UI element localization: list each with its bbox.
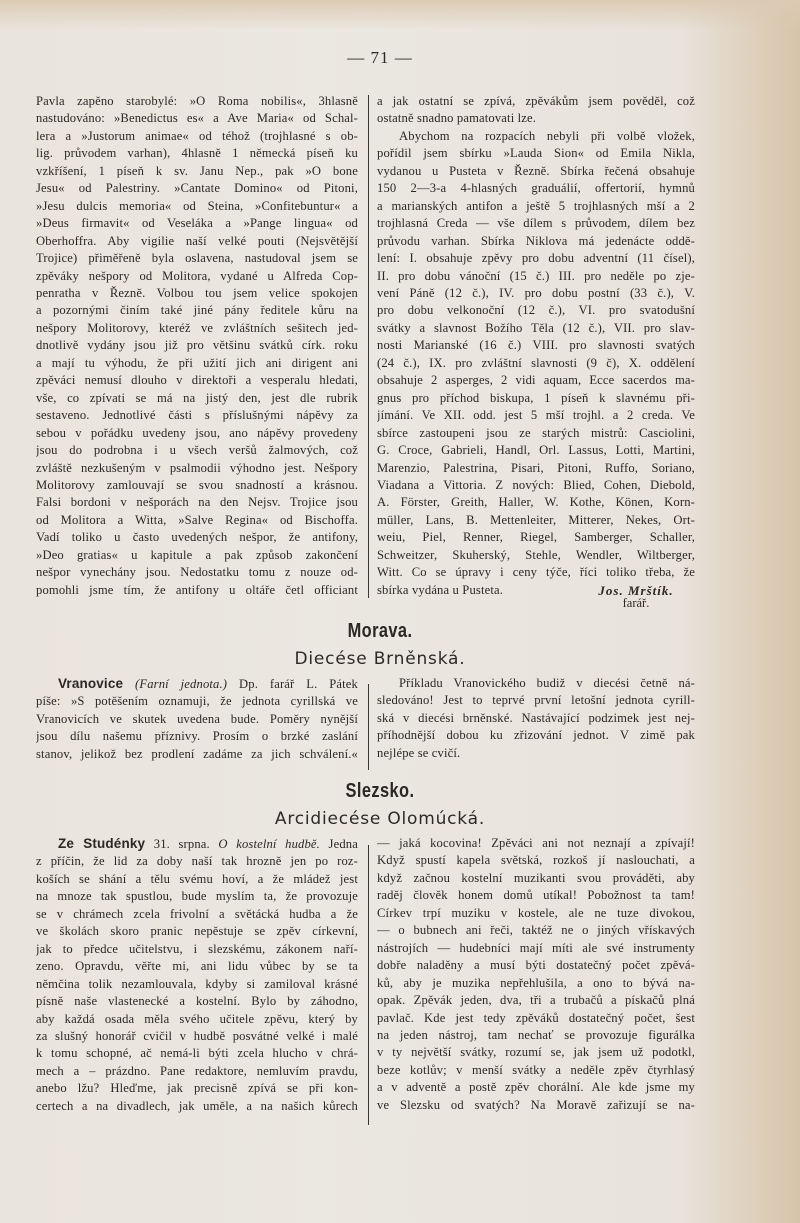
morava-right-column xyxy=(377,675,695,762)
signature-name: Jos. Mrštík. xyxy=(598,583,674,598)
text-line: a v adventě a postě zpěv chorální. Ale kde jsme my xyxy=(377,1080,695,1095)
lead-subtitle: O kostelní hudbě. xyxy=(218,837,320,851)
text-line: nastudováno: »Benedictus es« a Ave Maria« od Schal- xyxy=(36,111,358,126)
text-line: Příkladu Vranovického budiž v diecési četně ná- xyxy=(399,676,695,690)
text-line: za slušný honorář cvičil v hudbě posvátné velké i malé xyxy=(36,1028,358,1043)
text-line: trojhlasná Creda — vše dílem s průvodem, dílem bez xyxy=(377,216,695,231)
text-line: beze kotlův; v menší svátky a neděle zpěv čtyrhlasý xyxy=(377,1062,695,1077)
text-line: jímání. Ve XII. odd. jest 5 mší trojhl. a 2 creda. Ve xyxy=(377,408,695,423)
text-line: zeno. Opravdu, věřte mi, ani lidu vůbec by se ta xyxy=(36,959,358,974)
text-line: zpěváky nešpory od Molitora, vydané u Alfreda Cop- xyxy=(36,268,358,283)
lead-date: 31. srpna. xyxy=(153,837,210,851)
text-line: sbírce zastoupeni jsou ze starých mistrů: Casciolini, xyxy=(377,425,695,440)
section-heading-morava: Morava. xyxy=(347,620,413,642)
text-line: Když spustí kapela světská, rozkoš jí naslouchati, a xyxy=(377,853,695,868)
text-line: vení Páně (12 č.), IV. pro dobu postní (33 č.), V. xyxy=(377,285,695,300)
text-line: — jaká kocovina! Zpěváci ani not neznají a zpívají! xyxy=(377,836,695,850)
text-line: jsou do podrobna i u všech veršů žalmových, což xyxy=(36,443,358,458)
text-line: sledováno! Jest to teprvé první letošní jednota cyrill- xyxy=(377,693,695,708)
section-subheading-diocese-brno: Diecése Brněnská. xyxy=(294,649,466,669)
text-line: obsahuje 2 asperges, 2 vidi aquam, Ecce sacerdos ma- xyxy=(377,373,695,388)
text-line: se v chrámech zcela frivolní a světácká hudba a že xyxy=(36,906,358,921)
slezsko-right-column xyxy=(377,835,695,1114)
lead-place-vranovice: Vranovice xyxy=(58,676,124,691)
text-line: Oberhoffra. Aby vigilie naší velké pouti (Nejsvětější xyxy=(36,233,358,248)
text-line: »Deo gratias« u kapitule a pak způsob zakončení xyxy=(36,547,358,562)
text-line: lig. průvodem varhan), 4hlasně 1 německá píseň ku xyxy=(36,146,358,161)
text-line: píše: »S potěšením oznamuji, že jednota cyrillská ve xyxy=(36,694,358,709)
morava-left-column xyxy=(36,675,358,763)
text-line: aby každá osada měla svého učitele zpěvu, který by xyxy=(36,1011,358,1026)
text-line: Witt. Co se úpravy i ceny týče, říci toliko třeba, že xyxy=(377,565,695,580)
text-line: k tomu schopné, ač nemá-li býti zcela hlucho v chrá- xyxy=(36,1046,358,1061)
text-line: 150 2—3-a 4-hlasných graduálií, offertorií, hymnů xyxy=(377,181,695,196)
text-line: ků, aby je muzika nepřehlušila, a ono to bývá na- xyxy=(377,975,695,990)
text-line: vše, co zpívati se má na jistý den, jest dle rubrik xyxy=(36,390,358,405)
text-line: pořídil jsem sbírku »Lauda Sion« od Emila Nikla, xyxy=(377,146,695,161)
text-line: Trojice) přiměřeně byla oslavena, nastudoval jsem se xyxy=(36,251,358,266)
text-line: sebou v pořádku uvedeny jsou, ano nápěvy provedeny xyxy=(36,425,358,440)
text-line: nejlépe se cvičí. xyxy=(377,745,461,760)
text-line: nástrojích — hudebníci mají míti ale své instrumenty xyxy=(377,940,695,955)
text-line: koších se shání a tělu svému hoví, a že mládež jest xyxy=(36,871,358,886)
text-line: Pavla zapěno starobylé: »O Roma nobilis«, 3hlasně xyxy=(36,94,358,108)
slezsko-left-column xyxy=(36,835,358,1115)
text-line: mech a – prázdno. Pane redaktore, nemluvím pravdu, xyxy=(36,1063,358,1078)
text-line: Falsi bordoni v nešporách na den Nejsv. Trojice jsou xyxy=(36,495,358,510)
text-line: vydanou u Pusteta v Řezně. Sbírka řečená obsahuje xyxy=(377,163,695,178)
text-line: weiu, Piel, Renner, Riegel, Samberger, Schaller, xyxy=(377,530,695,545)
text-line: a jak ostatní se zpívá, zpěvákům jsem pověděl, což xyxy=(377,94,695,108)
text-line: z příčin, že lid za doby naší tak hrozně jen po roz- xyxy=(36,854,358,869)
text-line: nosti Marianské (16 č.) VIII. pro slavnosti svatých xyxy=(377,338,695,353)
text-line: nešpor vynechány jsou. Nedostatku tomu z nouze od- xyxy=(36,565,358,580)
text-line: na jeden nástroj, tam nechať se provozuje figurálka xyxy=(377,1027,695,1042)
text-line: Molitorovy zamlouvají se svou snadností a krásnou. xyxy=(36,477,358,492)
text-line: pavlač. Kde jest tedy zpěváků dostatečný počet, šest xyxy=(377,1010,695,1025)
text-line: lení: I. obsahuje zpěvy pro dobu adventní (11 čísel), xyxy=(377,251,695,266)
text-line: sestaveno. Jednotlivé části s příslušnými nápěvy za xyxy=(36,408,358,423)
slezsko-left-first-line xyxy=(36,835,358,853)
column-divider xyxy=(368,95,369,598)
text-line: stanov, jelikož bez prodlení zadáme za jich schválení.« xyxy=(36,746,358,761)
text-line: a pozornými činím také jiné pány ředitele kůru na xyxy=(36,303,358,318)
signature-role: farář. xyxy=(622,596,650,610)
text-line: dobře naladěny a musí býti dostatečný počet zpěvá- xyxy=(377,958,695,973)
signature xyxy=(598,583,674,611)
text-line: příhodnější dobou ku zřizování jednot. V zimě pak xyxy=(377,728,695,743)
text-line: svátky a slavnost Božího Těla (12 č.), VII. pro slav- xyxy=(377,320,695,335)
text-line: průvodu varhan. Sbírka Niklova má jedenácte oddě- xyxy=(377,233,695,248)
text-line: pro dobu velkonoční (12 č.), VI. pro svatodušní xyxy=(377,303,695,318)
text-line: (24 č.), IX. pro zvláštní slavnosti (9 č), X. oddělení xyxy=(377,355,695,370)
first-line-rest: Jedna xyxy=(328,837,358,851)
text-line: zvláště nezkušeným v psalmodii výhodno jest. Nešpory xyxy=(36,460,358,475)
text-line: Vranovicích ve skutek uvedena bude. Poměry nynější xyxy=(36,711,358,726)
text-line: Církev trpí muziku v kostele, ale ne tuze divokou, xyxy=(377,905,695,920)
text-line: dnotlivě vydány jsou již pro většinu svátků círk. roku xyxy=(36,338,358,353)
text-line: gnus pro příchod biskupa, 1 píseň k slavnému při- xyxy=(377,390,695,405)
text-line: zpěváci nemusí dlouho v direktoři a vesperalu hledati, xyxy=(36,373,358,388)
text-line: pomohli jsme tím, že antifony u oltáře četl officiant xyxy=(36,582,358,597)
text-line: penratha v Řezně. Volbou tou jsem velice spokojen xyxy=(36,285,358,300)
top-right-column xyxy=(377,93,695,599)
text-line: anebo lžu? Hleďme, jak precisně zpívá se při kon- xyxy=(36,1081,358,1096)
text-line: raděj člověk honem domů utíkal! Pobožnost ta tam! xyxy=(377,888,695,903)
text-line: — o bubnech ani řeči, taktéž ne o jiných vřískavých xyxy=(377,923,695,938)
text-line: ve školách skoro pranic nepěstuje se zpěv církevní, xyxy=(36,924,358,939)
text-line: a mají tu výhodu, že při užití jich ani dirigent ani xyxy=(36,355,358,370)
text-line: certech a na divadlech, jak uměle, a na našich kůrech xyxy=(36,1098,358,1113)
text-line: Schweitzer, Skuherský, Stehle, Wendler, Wiltberger, xyxy=(377,547,695,562)
column-divider xyxy=(368,845,369,1125)
text-line: ská v diecési brněnské. Nastávající podzimek jest nej- xyxy=(377,710,695,725)
text-line: müller, Lans, B. Mettenleiter, Mitterer, Nekes, Ort- xyxy=(377,512,695,527)
text-line: Vadí toliko u často uvedených nešpor, že antifony, xyxy=(36,530,358,545)
text-line: »Jesu dulcis memoria« od Steina, »Confitebuntur« a xyxy=(36,198,358,213)
page-number: — 71 — xyxy=(347,48,413,67)
text-line: ve Slezsku od svatých? Na Moravě zařizují se na- xyxy=(377,1097,695,1112)
lead-place-studenka: Ze Studénky xyxy=(58,836,146,851)
text-line: vzkříšení, 1 píseň k sv. Janu Nep., pak »O bone xyxy=(36,163,358,178)
text-line: v ty největší svátky, rozumí se, jak jsem už podotkl, xyxy=(377,1045,695,1060)
lead-subtitle: (Farní jednota.) xyxy=(135,677,228,691)
text-line: lera a »Justorum animae« od téhož (trojhlasné s ob- xyxy=(36,128,358,143)
section-subheading-archdiocese-olomouc: Arcidiecése Olomúcká. xyxy=(274,809,486,829)
first-line-rest: Dp. farář L. Pátek xyxy=(239,677,358,691)
text-line: Abychom na rozpacích nebyli při volbě vložek, xyxy=(399,128,695,143)
text-line: Marenzio, Palestrina, Pisari, Pitoni, Ruffo, Soriano, xyxy=(377,460,695,475)
top-left-column xyxy=(36,93,358,599)
text-line: II. pro dobu vánoční (15 č.) III. pro neděle po zje- xyxy=(377,268,695,283)
text-line: A. Förster, Greith, Haller, W. Kothe, Könen, Korn- xyxy=(377,495,695,510)
morava-left-first-line xyxy=(36,675,358,693)
text-line: Viadana a Vittoria. Z nových: Blied, Cohen, Diebold, xyxy=(377,477,695,492)
text-line: ostatně snadno pamatovati lze. xyxy=(377,111,537,126)
text-line: G. Croce, Gabrieli, Handl, Orl. Lassus, Lotti, Martini, xyxy=(377,443,695,458)
text-line: a marianských antifon a ještě 5 trojhlasných mší a 2 xyxy=(377,198,695,213)
text-line: písně naše vlastenecké a kostelní. Bylo by záhodno, xyxy=(36,994,358,1009)
text-line: Jesu« od Palestriny. »Cantate Domino« od Pitoni, xyxy=(36,181,358,196)
text-line: na mnoze tak spustlou, bude myslím ta, že provozuje xyxy=(36,889,358,904)
page-edge-shading xyxy=(0,0,800,30)
section-heading-slezsko: Slezsko. xyxy=(345,780,415,802)
text-line: od Molitora a Witta, »Salve Regina« od Bischoffa. xyxy=(36,512,358,527)
text-line: opak. Zpěvák jeden, dva, tři a trubačů a pískačů plná xyxy=(377,993,695,1008)
text-line: nešpory Molitorovy, kteréž ve zvláštních sešitech jed- xyxy=(36,320,358,335)
text-line: sbírka vydána u Pusteta. xyxy=(377,582,504,597)
column-divider xyxy=(368,684,369,770)
text-line: jak to předce učitelstvu, i slezskému, zákonem naří- xyxy=(36,941,358,956)
text-line: němčina tolik nezamlouvala, kdyby si zamiloval krásné xyxy=(36,976,358,991)
text-line: když začnou kostelní muzikanti svou prováděti, aby xyxy=(377,870,695,885)
text-line: »Deus firmavit« od Veseláka a »Pange lingua« od xyxy=(36,216,358,231)
text-line: jsou dílu našemu příznivy. Prosím o brzké zaslání xyxy=(36,729,358,744)
